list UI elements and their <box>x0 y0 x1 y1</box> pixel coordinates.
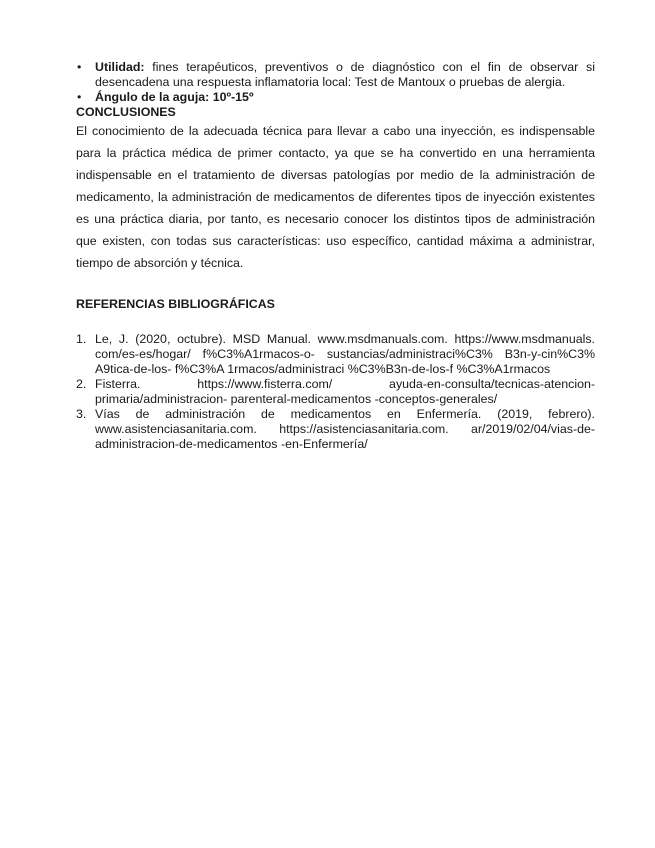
reference-item <box>76 332 595 377</box>
reference-number: 2. <box>76 377 87 391</box>
reference-item <box>76 377 595 407</box>
bullet-dot-icon: • <box>77 60 82 74</box>
bullet-item-angulo <box>76 90 595 105</box>
bullet-text: 10º-15º <box>209 90 254 104</box>
bullet-list <box>76 60 595 105</box>
bullet-label: Ángulo de la aguja: <box>95 90 210 104</box>
bullet-text: fines terapéuticos, preventivos o de diagnóstico con el fin de observar si desencadena una respuesta inflamatoria local: Test de Mantoux o pruebas de alergia. <box>95 60 595 89</box>
reference-text: Vías de administración de medicamentos en Enfermería. (2019, febrero). www.asistenciasanitaria.com. https://asistenciasanitaria.com. ar/2019/02/04/vias-de-administracion-de-medicamentos -en-Enfermería/ <box>95 407 595 451</box>
reference-text-line: primaria/administracion- parenteral-medicamentos -conceptos-generales/ <box>95 392 498 406</box>
conclusions-paragraph: El conocimiento de la adecuada técnica para llevar a cabo una inyección, es indispensable para la práctica médica de primer contacto, ya que se ha convertido en una herramienta indispensable en el tratamiento de diversas patologías por medio de la administración de medicamento, la administración de medicamentos de diferentes tipos de inyección existentes es una práctica diaria, por tanto, es necesario conocer los distintos tipos de administración que existen, con todas sus características: uso específico, cantidad máxima a administrar, tiempo de absorción y técnica. <box>76 124 595 270</box>
reference-number: 1. <box>76 332 87 346</box>
reference-item <box>76 407 595 452</box>
bullet-dot-icon: • <box>77 90 82 104</box>
document-page <box>76 60 595 452</box>
reference-number: 3. <box>76 407 87 421</box>
bullet-item-utilidad <box>76 60 595 90</box>
reference-text-line: Fisterra. https://www.fisterra.com/ ayuda-en-consulta/tecnicas-atencion- <box>95 377 595 391</box>
conclusions-heading: CONCLUSIONES <box>76 105 176 119</box>
reference-text: Le, J. (2020, octubre). MSD Manual. www.msdmanuals.com. https://www.msdmanuals. com/es-es/hogar/ f%C3%A1rmacos-o- sustancias/administraci%C3% B3n-y-cin%C3% A9tica-de-los- f%C3%A 1rmacos/administraci %C3%B3n-de-los-f %C3%A1rmacos <box>95 332 595 376</box>
references-list <box>76 332 595 452</box>
references-heading: REFERENCIAS BIBLIOGRÁFICAS <box>76 297 275 311</box>
bullet-label: Utilidad: <box>95 60 145 74</box>
